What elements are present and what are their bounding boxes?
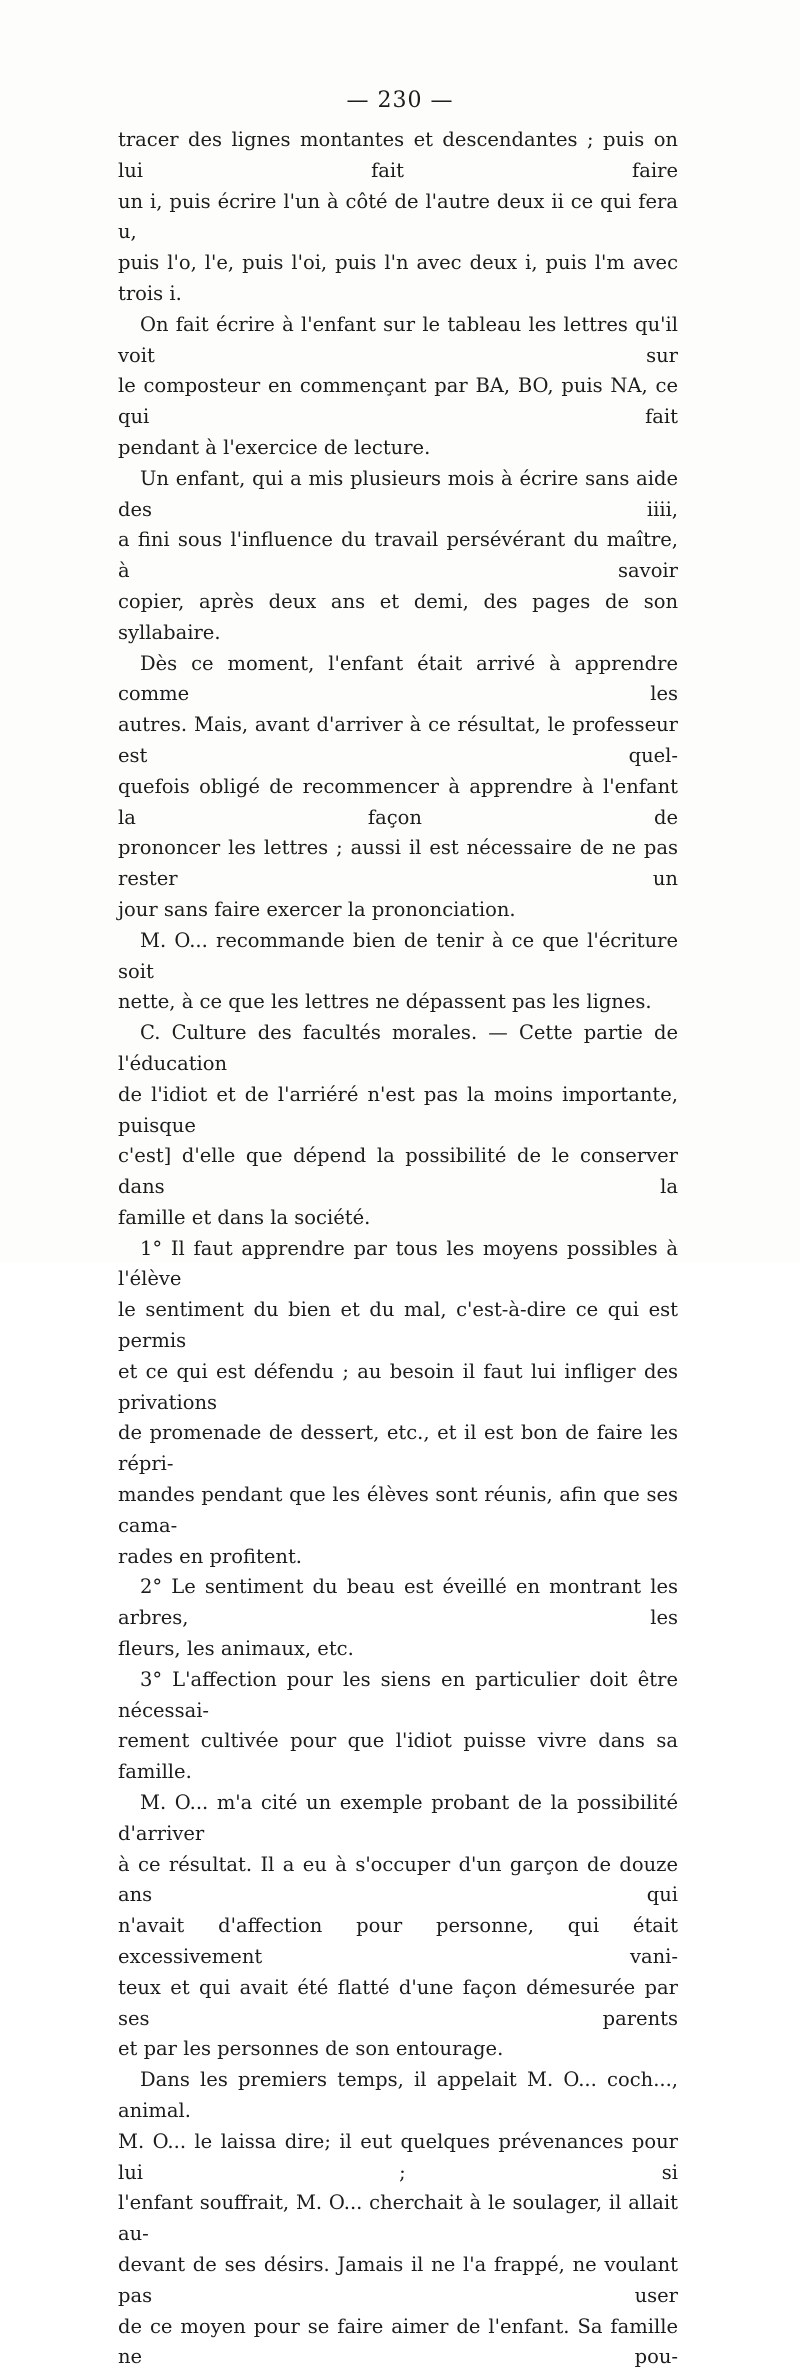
text-line: 3° L'affection pour les siens en particulier doit être nécessai-	[118, 1667, 678, 1722]
text-line: rades en profitent.	[118, 1544, 302, 1568]
text-line: autres. Mais, avant d'arriver à ce résultat, le professeur est quel-	[118, 713, 678, 767]
text-line: M. O... m'a cité un exemple probant de la possibilité d'arriver	[118, 1791, 678, 1845]
text-line: jour sans faire exercer la prononciation.	[118, 897, 516, 921]
text-line: le sentiment du bien et du mal, c'est-à-dire ce qui est permis	[118, 1298, 678, 1353]
text-line: Dès ce moment, l'enfant était arrivé à apprendre comme les	[118, 651, 678, 706]
text-line: famille et dans la société.	[118, 1205, 371, 1229]
text-line: teux et qui avait été flatté d'une façon démesurée par ses parents	[118, 1975, 678, 2030]
text-line: 1° Il faut apprendre par tous les moyens possibles à l'élève	[118, 1236, 678, 1291]
text-line: a fini sous l'influence du travail persévérant du maître, à savoir	[118, 528, 678, 583]
text-line: nette, à ce que les lettres ne dépassent pas les lignes.	[118, 990, 652, 1014]
text-line: quefois obligé de recommencer à apprendre à l'enfant la façon de	[118, 774, 678, 829]
text-line: de ce moyen pour se faire aimer de l'enfant. Sa famille ne pou-	[118, 2314, 678, 2369]
page-number: — 230 —	[346, 88, 454, 113]
text-line: et ce qui est défendu ; au besoin il faut lui infliger des privations	[118, 1359, 678, 1414]
text-line: prononcer les lettres ; aussi il est nécessaire de ne pas rester un	[118, 836, 678, 891]
text-line: C. Culture des facultés morales. — Cette partie de l'éducation	[118, 1021, 678, 1075]
text-line: M. O... le laissa dire; il eut quelques prévenances pour lui ; si	[118, 2129, 678, 2184]
text-line: fleurs, les animaux, etc.	[118, 1637, 354, 1661]
text-line: Dans les premiers temps, il appelait M. O... coch..., animal.	[118, 2068, 678, 2122]
body-text	[118, 125, 678, 2373]
text-line: le composteur en commençant par BA, BO, puis NA, ce qui fait	[118, 374, 678, 429]
text-line: Un enfant, qui a mis plusieurs mois à écrire sans aide des iiii,	[118, 466, 678, 521]
text-line: tracer des lignes montantes et descendantes ; puis on lui fait faire	[118, 128, 678, 182]
text-line: et par les personnes de son entourage.	[118, 2037, 504, 2061]
text-line: On fait écrire à l'enfant sur le tableau les lettres qu'il voit sur	[118, 312, 678, 367]
text-line: l'enfant souffrait, M. O... cherchait à le soulager, il allait au-	[118, 2191, 678, 2246]
text-line: rement cultivée pour que l'idiot puisse vivre dans sa famille.	[118, 1729, 678, 1784]
text-line: devant de ses désirs. Jamais il ne l'a frappé, ne voulant pas user	[118, 2252, 678, 2307]
text-line: à ce résultat. Il a eu à s'occuper d'un garçon de douze ans qui	[118, 1852, 678, 1907]
text-line: mandes pendant que les élèves sont réunis, afin que ses cama-	[118, 1483, 678, 1537]
text-line: M. O... recommande bien de tenir à ce que l'écriture soit	[118, 928, 678, 983]
text-line: c'est] d'elle que dépend la possibilité de le conserver dans la	[118, 1144, 678, 1199]
text-line: de promenade de dessert, etc., et il est bon de faire les répri-	[118, 1421, 678, 1476]
text-line: de l'idiot et de l'arriéré n'est pas la moins importante, puisque	[118, 1082, 678, 1137]
text-line: un i, puis écrire l'un à côté de l'autre deux ii ce qui fera u,	[118, 189, 678, 244]
text-line: pendant à l'exercice de lecture.	[118, 435, 431, 459]
text-line: n'avait d'affection pour personne, qui était excessivement vani-	[118, 1914, 678, 1969]
text-line: copier, après deux ans et demi, des pages de son syllabaire.	[118, 589, 678, 644]
text-line: 2° Le sentiment du beau est éveillé en montrant les arbres, les	[118, 1575, 678, 1630]
text-line: puis l'o, l'e, puis l'oi, puis l'n avec deux i, puis l'm avec trois i.	[118, 251, 678, 305]
